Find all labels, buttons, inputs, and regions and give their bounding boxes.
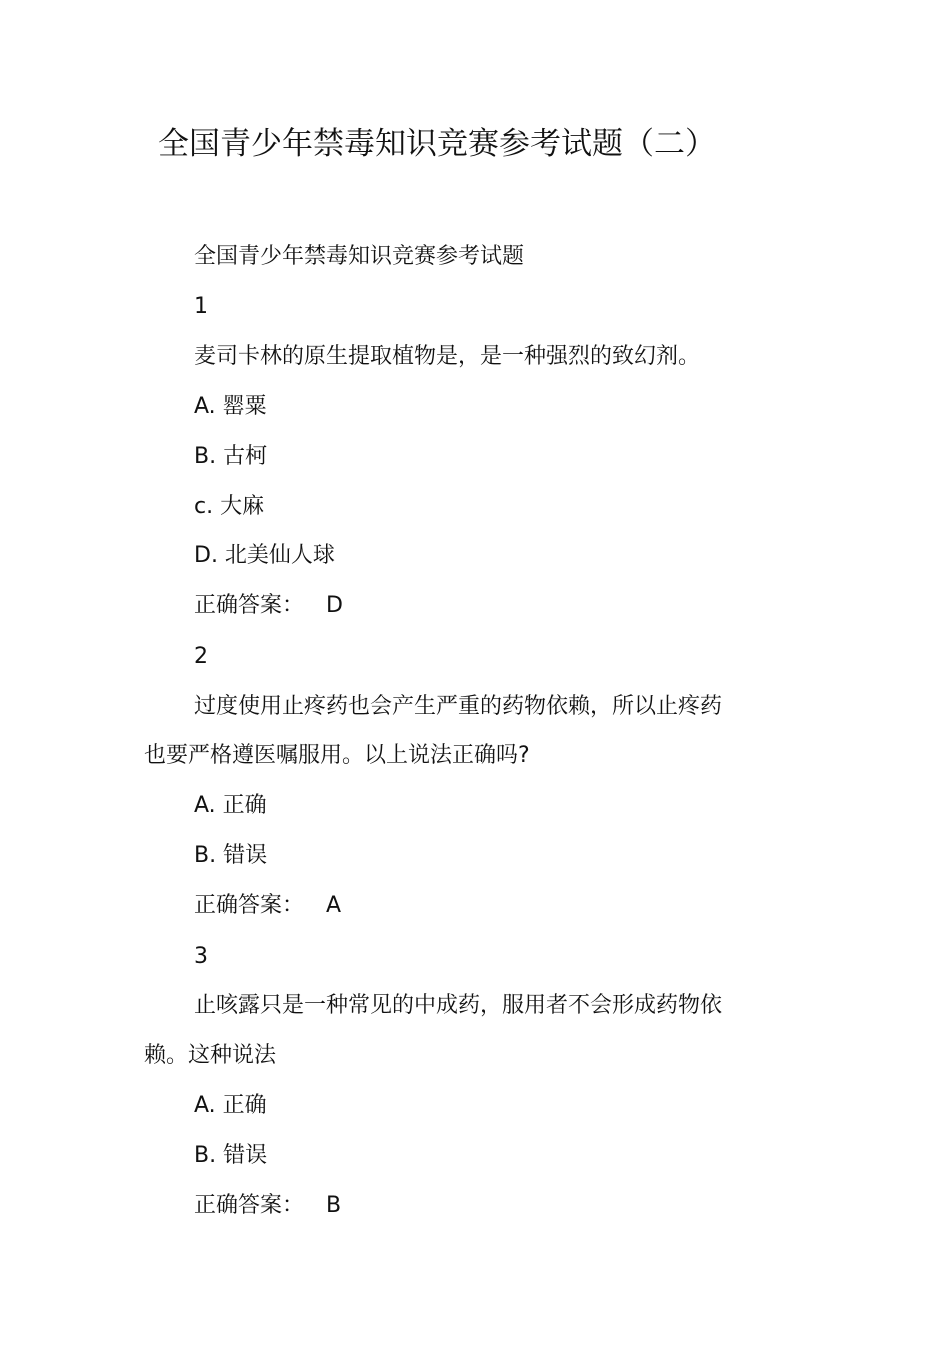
answer-label: 正确答案： — [194, 593, 305, 618]
question-option: A. 罂粟 — [194, 394, 267, 419]
answer-line — [194, 891, 341, 921]
question-option: B. 古柯 — [194, 444, 268, 469]
question-option: A. 正确 — [194, 793, 267, 818]
answer-label: 正确答案： — [194, 1193, 305, 1218]
answer-line — [194, 1191, 341, 1221]
question-text: 过度使用止疼药也会产生严重的药物依赖，所以止疼药 — [194, 694, 723, 719]
question-text: 止咳露只是一种常见的中成药，服用者不会形成药物依 — [194, 993, 723, 1018]
answer-line — [194, 591, 343, 621]
question-option: c. 大麻 — [194, 494, 265, 519]
answer-label: 正确答案： — [194, 893, 305, 918]
question-option: B. 错误 — [194, 843, 268, 868]
document-title: 全国青少年禁毒知识竞赛参考试题（二） — [158, 126, 716, 162]
question-text: 麦司卡林的原生提取植物是，是一种强烈的致幻剂。 — [194, 344, 701, 369]
document-subtitle: 全国青少年禁毒知识竞赛参考试题 — [194, 244, 525, 269]
question-number: 1 — [194, 294, 208, 319]
question-number: 3 — [194, 944, 208, 969]
answer-value: A — [326, 893, 342, 918]
question-text-continued: 赖。这种说法 — [144, 1043, 277, 1068]
question-number: 2 — [194, 644, 208, 669]
question-option: D. 北美仙人球 — [194, 543, 335, 568]
question-option: B. 错误 — [194, 1143, 268, 1168]
answer-value: D — [326, 593, 343, 618]
question-text-continued: 也要严格遵医嘱服用。以上说法正确吗? — [144, 743, 530, 768]
answer-value: B — [326, 1193, 342, 1218]
question-option: A. 正确 — [194, 1093, 267, 1118]
